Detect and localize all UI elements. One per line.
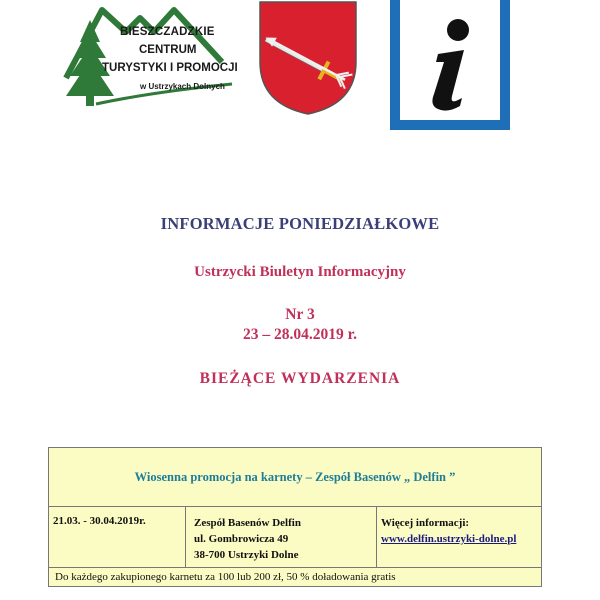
information-sign: [390, 0, 510, 130]
event-title-row: [49, 448, 542, 507]
issue-dates: 23 – 28.04.2019 r.: [243, 326, 357, 343]
event-details-row: [49, 507, 542, 568]
event-note: Do każdego zakupionego karnetu za 100 lub 200 zł, 50 % doładowania gratis: [49, 568, 542, 587]
section-heading: BIEŻĄCE WYDARZENIA: [199, 370, 401, 387]
mountain-tree-icon: [62, 0, 237, 112]
place-street: ul. Gombrowicza 49: [194, 533, 289, 545]
event-date: 21.03. - 30.04.2019r.: [49, 507, 186, 568]
event-title: Wiosenna promocja na karnety – Zespół Basenów „ Delfin ”: [49, 448, 542, 507]
event-table: [48, 447, 542, 587]
info-link[interactable]: www.delfin.ustrzyki-dolne.pl: [381, 533, 517, 545]
logo-bar: [0, 0, 600, 140]
event-note-row: [49, 568, 542, 587]
place-name: Zespół Basenów Delfin: [194, 517, 301, 529]
event-place: [186, 507, 377, 568]
bulletin-name: Ustrzycki Biuletyn Informacyjny: [194, 264, 406, 280]
info-label: Więcej informacji:: [381, 517, 470, 529]
logo-line-1: BIESZCZADZKIE: [120, 26, 215, 38]
place-city: 38-700 Ustrzyki Dolne: [194, 549, 299, 561]
information-i-icon: [390, 0, 510, 130]
page-title: INFORMACJE PONIEDZIAŁKOWE: [160, 214, 440, 233]
logo-line-4: w Ustrzykach Dolnych: [140, 82, 225, 91]
issue-number: Nr 3: [285, 306, 315, 323]
event-info: [377, 507, 542, 568]
logo-line-3: TURYSTYKI I PROMOCJI: [102, 62, 238, 74]
coat-of-arms: [256, 0, 360, 116]
logo-line-2: CENTRUM: [139, 44, 197, 56]
coat-of-arms-icon: [256, 0, 360, 116]
bcturp-logo: [62, 0, 237, 112]
